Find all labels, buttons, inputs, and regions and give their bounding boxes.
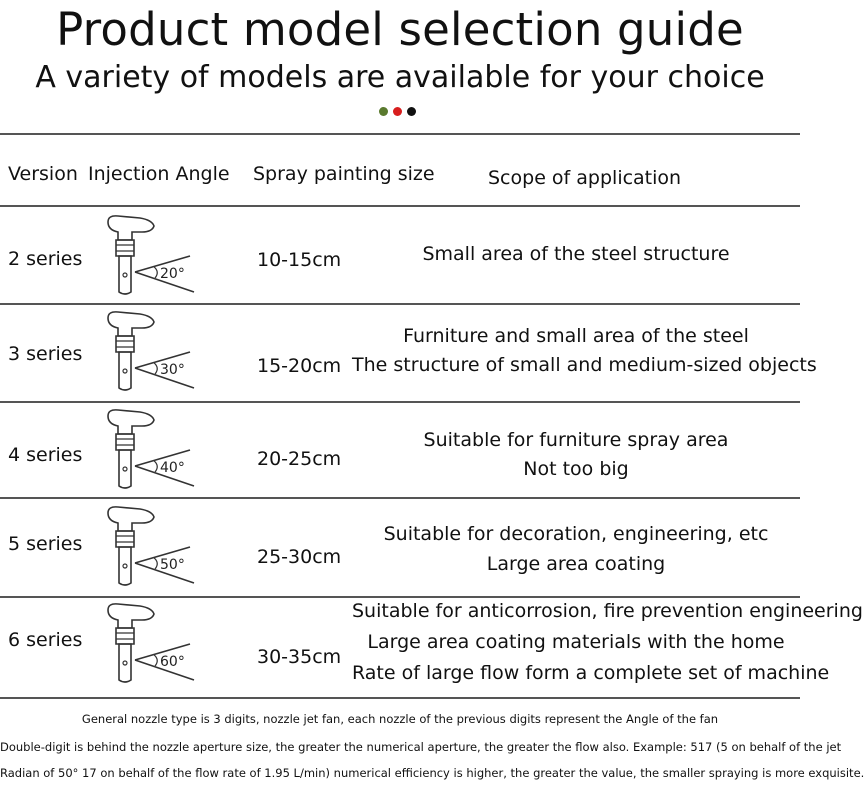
row-spray-size: 20-25cm [257, 448, 342, 470]
header-scope: Scope of application [488, 167, 682, 189]
page-title: Product model selection guide [56, 3, 744, 56]
footer-note-line: General nozzle type is 3 digits, nozzle jet fan, each nozzle of the previous digits represent the Angle of the fan [81, 712, 719, 726]
angle-label: 20° [160, 266, 185, 282]
black-dot [407, 107, 416, 116]
header-spray-size: Spray painting size [253, 163, 435, 185]
row-spray-size: 10-15cm [257, 249, 342, 271]
nozzle-drawing [102, 600, 222, 684]
scope-line: Suitable for anticorrosion, fire prevention engineering [352, 600, 863, 622]
header-version: Version [8, 163, 78, 185]
row-scope [352, 242, 800, 266]
row-version: 4 series [8, 444, 83, 466]
row-spray-size: 25-30cm [257, 546, 342, 568]
page-subtitle: A variety of models are available for your choice [35, 60, 765, 95]
scope-line: The structure of small and medium-sized objects [352, 354, 817, 376]
scope-line: Furniture and small area of the steel [403, 325, 749, 347]
row-version: 2 series [8, 248, 83, 270]
nozzle-icon [102, 406, 222, 490]
row-divider [0, 401, 800, 403]
angle-label: 60° [160, 654, 185, 670]
row-scope [352, 519, 800, 579]
red-dot [393, 107, 402, 116]
table-bottom-border [0, 697, 800, 699]
nozzle-icon [102, 503, 222, 587]
row-scope [352, 322, 817, 380]
table-top-border [0, 133, 800, 135]
row-scope [352, 596, 863, 689]
nozzle-icon [102, 308, 222, 392]
row-divider [0, 205, 800, 207]
header-injection-angle: Injection Angle [88, 163, 230, 185]
row-divider [0, 303, 800, 305]
row-version: 3 series [8, 343, 83, 365]
row-spray-size: 15-20cm [257, 355, 342, 377]
green-dot [379, 107, 388, 116]
scope-line: Small area of the steel structure [422, 243, 730, 265]
decorative-dots [379, 107, 416, 116]
row-scope [352, 426, 800, 484]
angle-label: 40° [160, 460, 185, 476]
row-spray-size: 30-35cm [257, 646, 342, 668]
scope-line: Suitable for furniture spray area [423, 429, 729, 451]
footer-note-line: Double-digit is behind the nozzle aperture size, the greater the numerical aperture, the greater the flow also. Example: 517 (5 on behalf of the jet [0, 740, 842, 754]
nozzle-drawing [102, 503, 222, 587]
nozzle-drawing [102, 308, 222, 392]
nozzle-icon [102, 212, 222, 296]
nozzle-icon [102, 600, 222, 684]
row-version: 5 series [8, 533, 83, 555]
row-divider [0, 497, 800, 499]
scope-line: Suitable for decoration, engineering, etc [383, 523, 769, 545]
scope-line: Large area coating [486, 553, 666, 575]
angle-label: 30° [160, 362, 185, 378]
angle-label: 50° [160, 557, 185, 573]
footer-note-line: Radian of 50° 17 on behalf of the flow rate of 1.95 L/min) numerical efficiency is higher, the greater the value, the smaller spraying is more exquisite. [0, 766, 864, 780]
row-version: 6 series [8, 629, 83, 651]
scope-line: Rate of large flow form a complete set of machine [352, 662, 830, 684]
nozzle-drawing [102, 212, 222, 296]
nozzle-drawing [102, 406, 222, 490]
scope-line: Not too big [523, 458, 629, 480]
scope-line: Large area coating materials with the home [367, 631, 785, 653]
